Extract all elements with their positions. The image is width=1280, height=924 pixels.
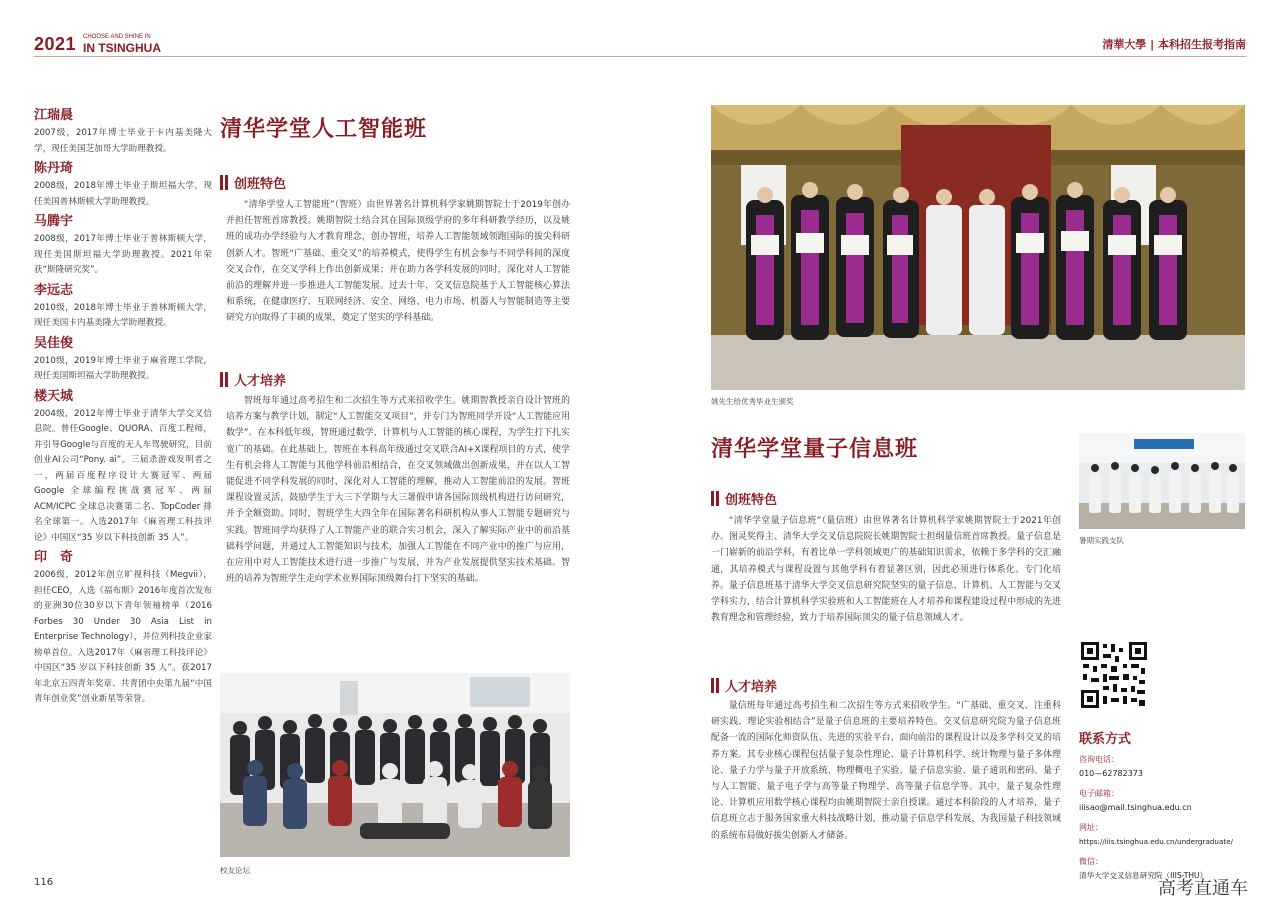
- contact-block: [1079, 728, 1279, 889]
- summer-team-photo-image: [1079, 433, 1245, 529]
- quantum-talent-body: [711, 698, 1061, 844]
- alumni-desc: 2008级，2018年博士毕业于斯坦福大学，现任美国普林斯顿大学助理教授。: [34, 181, 212, 207]
- alumni-name: 印 奇: [34, 550, 74, 565]
- alumni-desc: 2007级，2017年博士毕业于卡内基美隆大学，现任美国芝加哥大学助理教授。: [34, 128, 212, 154]
- ai-talent-body: [226, 393, 570, 587]
- alumni-name: 楼天城: [34, 388, 74, 404]
- header-year: 2021: [34, 34, 77, 54]
- quantum-features-heading: [711, 489, 777, 508]
- page-number: 116: [34, 877, 54, 888]
- phone-value[interactable]: 010—62782373: [1079, 769, 1143, 778]
- alumni-desc: 2008级，2017年博士毕业于普林斯顿大学，现任美国斯坦福大学助理教授。2021年荣获“斯隆研究奖”。: [34, 234, 212, 275]
- alumni-item: [34, 161, 212, 210]
- alumni-item: [34, 108, 212, 157]
- quantum-talent-text: 量信班每年通过高考招生和二次招生等方式来招收学生。“广基础、重交叉、注重科研实践、理论实验相结合”是量子信息班的主要培养特色。交叉信息研究院为量子信息班配备一流的国际化师资队伍、先进的实验平台、面向前沿的课程设计以及多学科交叉的培养方案。其专业核心课程包括量子复杂性理论、量子计算机科学、统计物理与量子多体理论、量子力学与量子开放系统、物理概电子实验、量子信息实验、量子通讯和密码、量子与人工智能、量子电子学与高等量子物理学、高等量子信息学等。其中，量子复杂性理论、计算机应用数学核心课程均由姚期智院士亲自授课。通过本科阶段的人才培养，量子信息班立志于服务国家重大科技战略计划，推动量子信息学科发展，为我国量子科技领域的系统布局做好拔尖创新人才储备。: [711, 701, 1061, 841]
- ai-talent-heading: [220, 370, 286, 389]
- heading-bar: [225, 372, 228, 387]
- phone-label: 咨询电话：: [1079, 755, 1119, 764]
- alumni-name: 马腾宇: [34, 214, 74, 229]
- qr-code[interactable]: [1079, 640, 1149, 710]
- heading-bar: [711, 491, 714, 506]
- alumni-item: [34, 283, 212, 332]
- graduation-photo: [711, 105, 1245, 390]
- quantum-talent-heading: [711, 676, 777, 695]
- alumni-forum-caption: 校友论坛: [220, 866, 250, 875]
- heading-bar: [716, 678, 719, 693]
- ai-features-heading-label: 创班特色: [234, 177, 287, 192]
- web-label: 网址：: [1079, 823, 1103, 832]
- header-divider: [34, 56, 1246, 57]
- ai-talent-text: 智班每年通过高考招生和二次招生等方式来招收学生。姚期智教授亲自设计智班的培养方案与教学计划，制定“人工智能交叉项目”，并专门为智班同学开设“人工智能应用数学”。在本科低年级，智班通过数学、计算机与人工智能的核心课程，为学生打下扎实宽广的基础。在此基础上，智班在本科高年级通过交叉联合AI+X课程项目的方式，使学生有机会将人工智能与其他学科前沿相结合，在交叉领域做出创新成果，并在以人工智能促进不同学科发展的同时，深化对人工智能的理解，推动人工智能前沿的发展。智班课程设置灵活，鼓励学生于大三下学期与大三暑假申请各国际顶级机构进行访问研究，并予全额资助。同时，智班学生大四全年在国际著名科研机构从事人工智能专题研究与实践。智班同学均获得了人工智能产业的联合实习机会，深入了解实际产业中的前沿基础科学问题，并通过人工智能知识与技术，加强人工智能在不同产业中的推广与应用，在应用中对人工智能技术进行进一步推广与发展，并为产业发展提供坚实技术基础。智班的培养为智班学生走向学术业界国际顶级舞台打下坚实的基础。: [226, 396, 570, 585]
- header-brand-small: CHOOSE AND SHINE IN: [83, 34, 151, 40]
- alumni-item: [34, 336, 212, 385]
- watermark: 高考直通车: [1158, 878, 1248, 899]
- email-label: 电子邮箱：: [1079, 789, 1119, 798]
- header-brand: IN TSINGHUA: [83, 41, 161, 55]
- quantum-features-body: [711, 513, 1061, 626]
- alumni-name: 陈丹琦: [34, 161, 74, 176]
- wechat-value: 清华大学交叉信息研究院（IIIS-THU）: [1079, 871, 1208, 880]
- summer-team-photo: [1079, 433, 1245, 529]
- quantum-class-title: 清华学堂量子信息班: [711, 437, 919, 462]
- group-photo-image: [220, 673, 570, 857]
- quantum-features-heading-label: 创班特色: [725, 493, 778, 508]
- heading-bar: [220, 175, 223, 190]
- ai-features-body: [226, 197, 570, 327]
- alumni-name: 吴佳俊: [34, 335, 74, 351]
- graduation-photo-image: [711, 105, 1245, 390]
- heading-bar: [711, 678, 714, 693]
- alumni-forum-photo: [220, 673, 570, 857]
- alumni-list: [34, 108, 212, 712]
- alumni-name: 李远志: [34, 282, 74, 298]
- quantum-features-text: “清华学堂量子信息班”（量信班）由世界著名计算机科学家姚期智院士于2021年创办。图灵奖得主、清华大学交叉信息院院长姚期智院士担纲量信班首席教授。量子信息是一门崭新的前沿学科，有着比单一学科领域更广的基础知识需求，依赖于多学科的交汇融通，其培养模式与课程设置与其他学科有着显著区别，因此必须进行体系化、专门化培养。量子信息班基于清华大学交叉信息研究院坚实的量子信息、计算机、人工智能与交叉学科实力，结合计算机科学实验班和人工智能班在人才培养和课程建设过程中形成的先进教育理念和管理经验，致力于培养国际顶尖的量子信息领域人才。: [711, 516, 1061, 624]
- heading-bar: [220, 372, 223, 387]
- header-right-title: 清華大學 | 本科招生报考指南: [1102, 38, 1246, 51]
- wechat-label: 微信：: [1079, 857, 1103, 866]
- ai-class-title: 清华学堂人工智能班: [220, 117, 428, 142]
- ai-features-heading: [220, 173, 286, 192]
- email-value[interactable]: iiisao@mail.tsinghua.edu.cn: [1079, 803, 1192, 812]
- alumni-desc: 2006级，2012年创立旷视科技（Megvii），担任CEO，入选《福布斯》2016年度首次发布的亚洲30位30岁以下青年领袖榜单（2016 Forbes 30 Under 30 Asia List in Enterprise Technology），并位列科技企业家榜单首位。入选2017年《麻省理工科技评论》中国区“35 岁以下科技创新 35 人”。获2017年北京五四青年奖章、共青团中央第九届“中国青年创业奖”创业新星等荣誉。: [34, 570, 212, 704]
- web-link[interactable]: https://iiis.tsinghua.edu.cn/undergraduate/: [1079, 837, 1234, 846]
- summer-team-caption: 暑期实践支队: [1079, 536, 1124, 545]
- alumni-item: [34, 214, 212, 279]
- alumni-desc: 2004级，2012年博士毕业于清华大学交叉信息院。曾任Google、QUORA、百度工程师，并引导Google与百度的无人车驾驶研究，目前创业AI公司“Pony. ai”。三届杀游戏发明者之一，两届百度程序设计大赛冠军、两届 Google 全球编程挑战赛冠军、两届 ACM/ICPC 全球总决赛第二名、TopCoder 排名全球第一。入选2017年《麻省理工科技评论》中国区“35 岁以下科技创新 35 人”。: [34, 408, 212, 543]
- contact-title: 联系方式: [1079, 732, 1132, 747]
- ai-features-text: “清华学堂人工智能班”（智班）由世界著名计算机科学家姚期智院士于2019年创办并担任智班首席教授。姚期智院士结合其在国际顶级学府的多年科研教学经历，以及姚班的成功办学经验与人才教育理念，创办智班，培养人工智能领域领跑国际的拔尖科研创新人才。智班“广基础、重交叉”的培养模式，使得学生有机会参与不同学科间的深度交叉合作，在交叉学科上作出创新成果；并在助力各学科发展的同时，深化对人工智能前沿的理解并进一步推进人工智能发展。过去十年，交叉信息院基于人工智能核心算法和系统，在健康医疗、互联网经济、安全、网络、电力市场、机器人与智能制造等主要研究方向取得了丰硕的成果，奠定了坚实的学科基础。: [226, 200, 570, 324]
- quantum-talent-heading-label: 人才培养: [725, 680, 778, 695]
- alumni-item: [34, 550, 212, 708]
- qr-code-icon: [1079, 640, 1149, 710]
- alumni-name: 江瑞晨: [34, 108, 74, 123]
- alumni-item: [34, 389, 212, 547]
- graduation-photo-caption: 姚先生给优秀毕业生颁奖: [711, 397, 794, 406]
- alumni-desc: 2010级，2019年博士毕业于麻省理工学院，现任美国斯坦福大学助理教授。: [34, 355, 212, 381]
- alumni-desc: 2010级，2018年博士毕业于普林斯顿大学，现任美国卡内基美隆大学助理教授。: [34, 302, 212, 328]
- heading-bar: [225, 175, 228, 190]
- ai-talent-heading-label: 人才培养: [234, 374, 287, 389]
- heading-bar: [716, 491, 719, 506]
